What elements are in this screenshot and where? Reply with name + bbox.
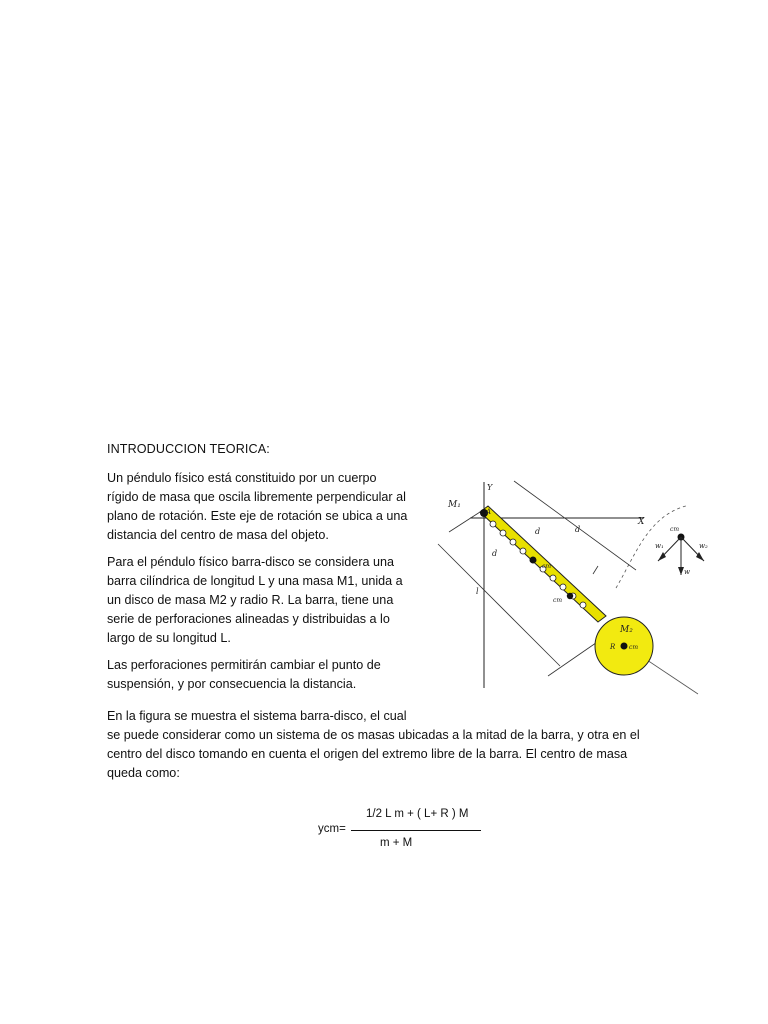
pendulum-figure (430, 476, 712, 698)
paragraph-figure-description: En la figura se muestra el sistema barra-disco, el cual se puede considerar como un sistema de os masas ubicadas a la mitad de la barra, y otra en el centro del disco tomando en cuenta el origen del extremo libre de la barra. El centro de masa queda como: (107, 709, 640, 780)
center-of-mass-formula (318, 806, 488, 856)
m2-label: M₂ (620, 625, 633, 635)
y-axis-label: Y (487, 483, 493, 492)
d-cm-label: d (535, 527, 541, 536)
dimension-tick (593, 566, 598, 574)
cm-force-label: cm (670, 526, 680, 533)
paragraph-physical-pendulum: Un péndulo físico está constituido por un cuerpo rígido de masa que oscila libremente perpendicular al plano de rotación. Este eje de rotación se ubica a una distancia del centro de masa del objeto. (107, 471, 408, 542)
formula-numerator: 1/2 L m + ( L+ R ) M (366, 808, 469, 820)
m1-label: M₁ (448, 500, 461, 510)
cm-rod-label: cm (542, 563, 552, 570)
paragraph-bar-disc: Para el péndulo físico barra-disco se considera una barra cilíndrica de longitud L y una masa M1, unida a un disco de masa M2 y radio R. La barra, tiene una serie de perforaciones alineadas y distribuidas a lo largo de su longitud L. (107, 555, 403, 645)
d-dcm-label: d (575, 525, 581, 534)
force-diagram (655, 526, 708, 576)
w2-label: w₂ (699, 542, 708, 550)
rod-cm-point (530, 557, 537, 564)
paragraph-perforations: Las perforaciones permitirán cambiar el punto de suspensión, y por consecuencia la distancia. (107, 658, 381, 691)
dimension-tick (449, 512, 480, 532)
intro-text-column (107, 440, 427, 702)
formula-lhs: ycm= (318, 823, 346, 835)
r-label: R (610, 643, 616, 651)
w-label: w (684, 568, 690, 576)
point-a-label: A (486, 508, 492, 516)
disc-cm-point (621, 643, 628, 650)
section-heading: INTRODUCCION TEORICA: (107, 442, 270, 456)
cm-bar-label: cm (553, 597, 563, 604)
formula-denominator: m + M (380, 837, 413, 849)
d-bcm-label: d (492, 549, 498, 558)
l-label: l (476, 587, 479, 596)
cm-disc-label: cm (629, 644, 639, 651)
bar-cm-point (567, 593, 573, 599)
x-axis-label: X (638, 517, 645, 527)
fraction-bar (351, 830, 481, 831)
w1-label: w₁ (655, 542, 664, 550)
